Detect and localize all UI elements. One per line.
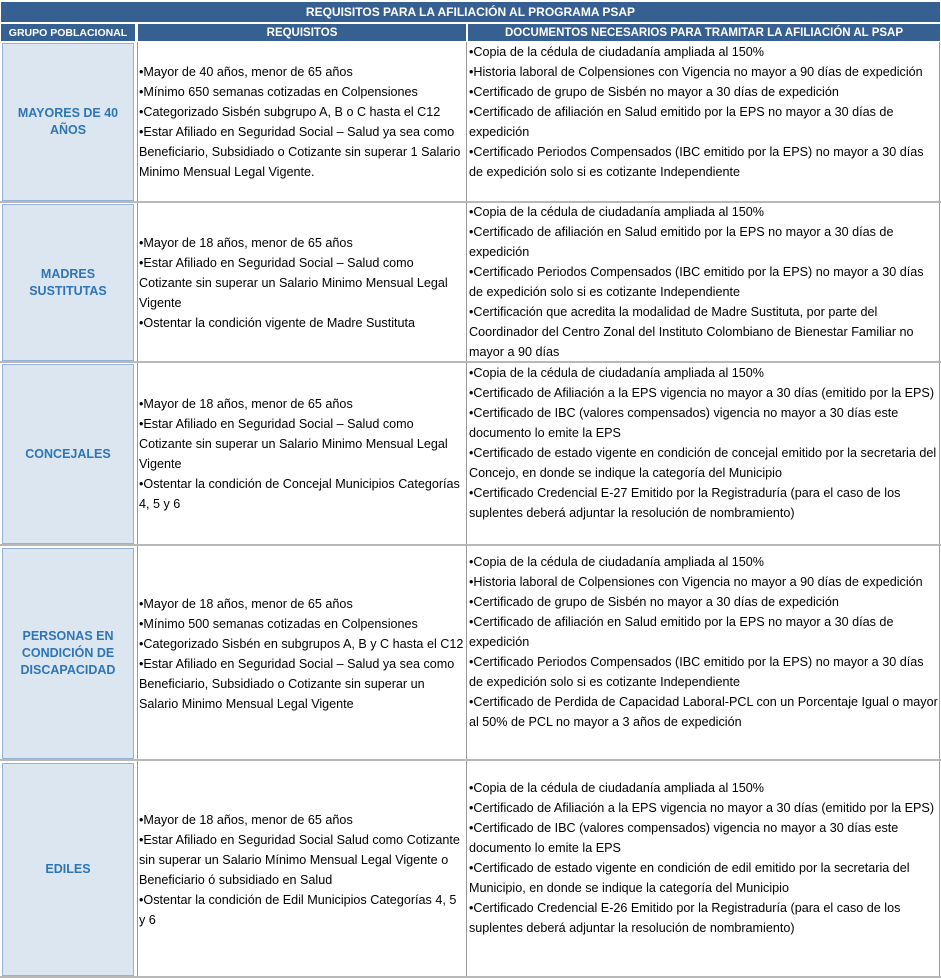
documents-text: •Copia de la cédula de ciudadanía ampliada al 150% •Historia laboral de Colpensiones con Vigencia no mayor a 90 días de expedición •Certificado de grupo de Sisbén no mayor a 30 días de expedición •Certificado de afiliación en Salud emitido por la EPS no mayor a 30 días de expedición •Certificado Periodos Compensados (IBC emitido por la EPS) no mayor a 30 días de expedición solo si es cotizante Independiente •Certificado de Perdida de Capacidad Laboral-PCL con un Porcentaje Igual o mayor al 50% de PCL no mayor a 3 años de expedición <box>469 555 938 729</box>
documents-cell <box>469 363 940 545</box>
requirements-cell <box>139 548 465 759</box>
requirements-text: •Mayor de 18 años, menor de 65 años •Estar Afiliado en Seguridad Social Salud como Cotizante sin superar un Salario Mínimo Mensual Legal Vigente o Beneficiario ó subsidiado en Salud •Ostentar la condición de Edil Municipios Categorías 4, 5 y 6 <box>139 812 460 927</box>
documents-cell <box>469 778 940 968</box>
requirements-text: •Mayor de 40 años, menor de 65 años •Mínimo 650 semanas cotizadas en Colpensiones •Categorizado Sisbén subgrupo A, B o C hasta el C12 •Estar Afiliado en Seguridad Social – Salud ya sea como Beneficiario, Subsidiado o Cotizante sin superar 1 Salario Minimo Mensual Legal Vigente. <box>139 65 461 179</box>
requirements-cell <box>139 763 465 976</box>
column-divider <box>466 42 467 978</box>
documents-text: •Copia de la cédula de ciudadanía ampliada al 150% •Certificado de Afiliación a la EPS vigencia no mayor a 30 días (emitido por la EPS) •Certificado de IBC (valores compensados) vigencia no mayor a 30 días este documento lo emite la EPS •Certificado de estado vigente en condición de edil emitido por la secretaria del Municipio, en donde se indique la categoría del Municipio •Certificado Credencial E-26 Emitido por la Registraduría (para el caso de los suplentes deberá adjuntar la resolución de nombramiento) <box>469 781 935 935</box>
column-divider <box>137 42 138 978</box>
requirements-text: •Mayor de 18 años, menor de 65 años •Estar Afiliado en Seguridad Social – Salud como Cotizante sin superar un Salario Minimo Mensual Legal Vigente •Ostentar la condición de Concejal Municipios Categorías 4, 5 y 6 <box>139 397 460 511</box>
documents-cell <box>469 202 940 362</box>
requirements-cell <box>139 43 465 201</box>
documents-text: •Copia de la cédula de ciudadanía ampliada al 150% •Certificado de Afiliación a la EPS vigencia no mayor a 30 días (emitido por la EPS) •Certificado de IBC (valores compensados) vigencia no mayor a 30 días este documento lo emite la EPS •Certificado de estado vigente en condición de concejal emitido por la secretaria del Concejo, en donde se indique la categoría del Municipio •Certificado Credencial E-27 Emitido por la Registraduría (para el caso de los suplentes deberá adjuntar la resolución de nombramiento) <box>469 366 937 520</box>
group-cell-madres-sustitutas: MADRES SUSTITUTAS <box>2 204 134 361</box>
group-cell-discapacidad: PERSONAS EN CONDICIÓN DE DISCAPACIDAD <box>2 548 134 759</box>
header-group: GRUPO POBLACIONAL <box>1 24 135 41</box>
group-cell-ediles: EDILES <box>2 763 134 976</box>
requirements-cell <box>139 204 465 361</box>
row-divider <box>0 759 941 761</box>
table-title: REQUISITOS PARA LA AFILIACIÓN AL PROGRAMA PSAP <box>1 2 940 22</box>
documents-cell <box>469 552 940 759</box>
header-requirements: REQUISITOS <box>138 24 466 41</box>
documents-text: •Copia de la cédula de ciudadanía ampliada al 150% •Certificado de afiliación en Salud emitido por la EPS no mayor a 30 días de expedición •Certificado Periodos Compensados (IBC emitido por la EPS) no mayor a 30 días de expedición solo si es cotizante Independiente •Certificación que acredita la modalidad de Madre Sustituta, por parte del Coordinador del Centro Zonal del Instituto Colombiano de Bienestar Familiar no mayor a 90 días <box>469 205 924 359</box>
documents-text: •Copia de la cédula de ciudadanía ampliada al 150% •Historia laboral de Colpensiones con Vigencia no mayor a 90 días de expedición •Certificado de grupo de Sisbén no mayor a 30 días de expedición •Certificado de afiliación en Salud emitido por la EPS no mayor a 30 días de expedición •Certificado Periodos Compensados (IBC emitido por la EPS) no mayor a 30 días de expedición solo si es cotizante Independiente <box>469 45 924 179</box>
group-cell-concejales: CONCEJALES <box>2 364 134 544</box>
header-documents: DOCUMENTOS NECESARIOS PARA TRAMITAR LA AFILIACIÓN AL PSAP <box>468 24 940 41</box>
requirements-text: •Mayor de 18 años, menor de 65 años •Mínimo 500 semanas cotizadas en Colpensiones •Categorizado Sisbén en subgrupos A, B y C hasta el C12 •Estar Afiliado en Seguridad Social – Salud ya sea como Beneficiario, Subsidiado o Cotizante sin superar un Salario Minimo Mensual Legal Vigente <box>139 596 464 711</box>
documents-cell <box>469 42 940 202</box>
requirements-cell <box>139 364 465 544</box>
row-divider <box>0 544 941 546</box>
requirements-text: •Mayor de 18 años, menor de 65 años •Estar Afiliado en Seguridad Social – Salud como Cotizante sin superar un Salario Minimo Mensual Legal Vigente •Ostentar la condición vigente de Madre Sustituta <box>139 235 448 330</box>
group-cell-mayores-40: MAYORES DE 40 AÑOS <box>2 43 134 201</box>
